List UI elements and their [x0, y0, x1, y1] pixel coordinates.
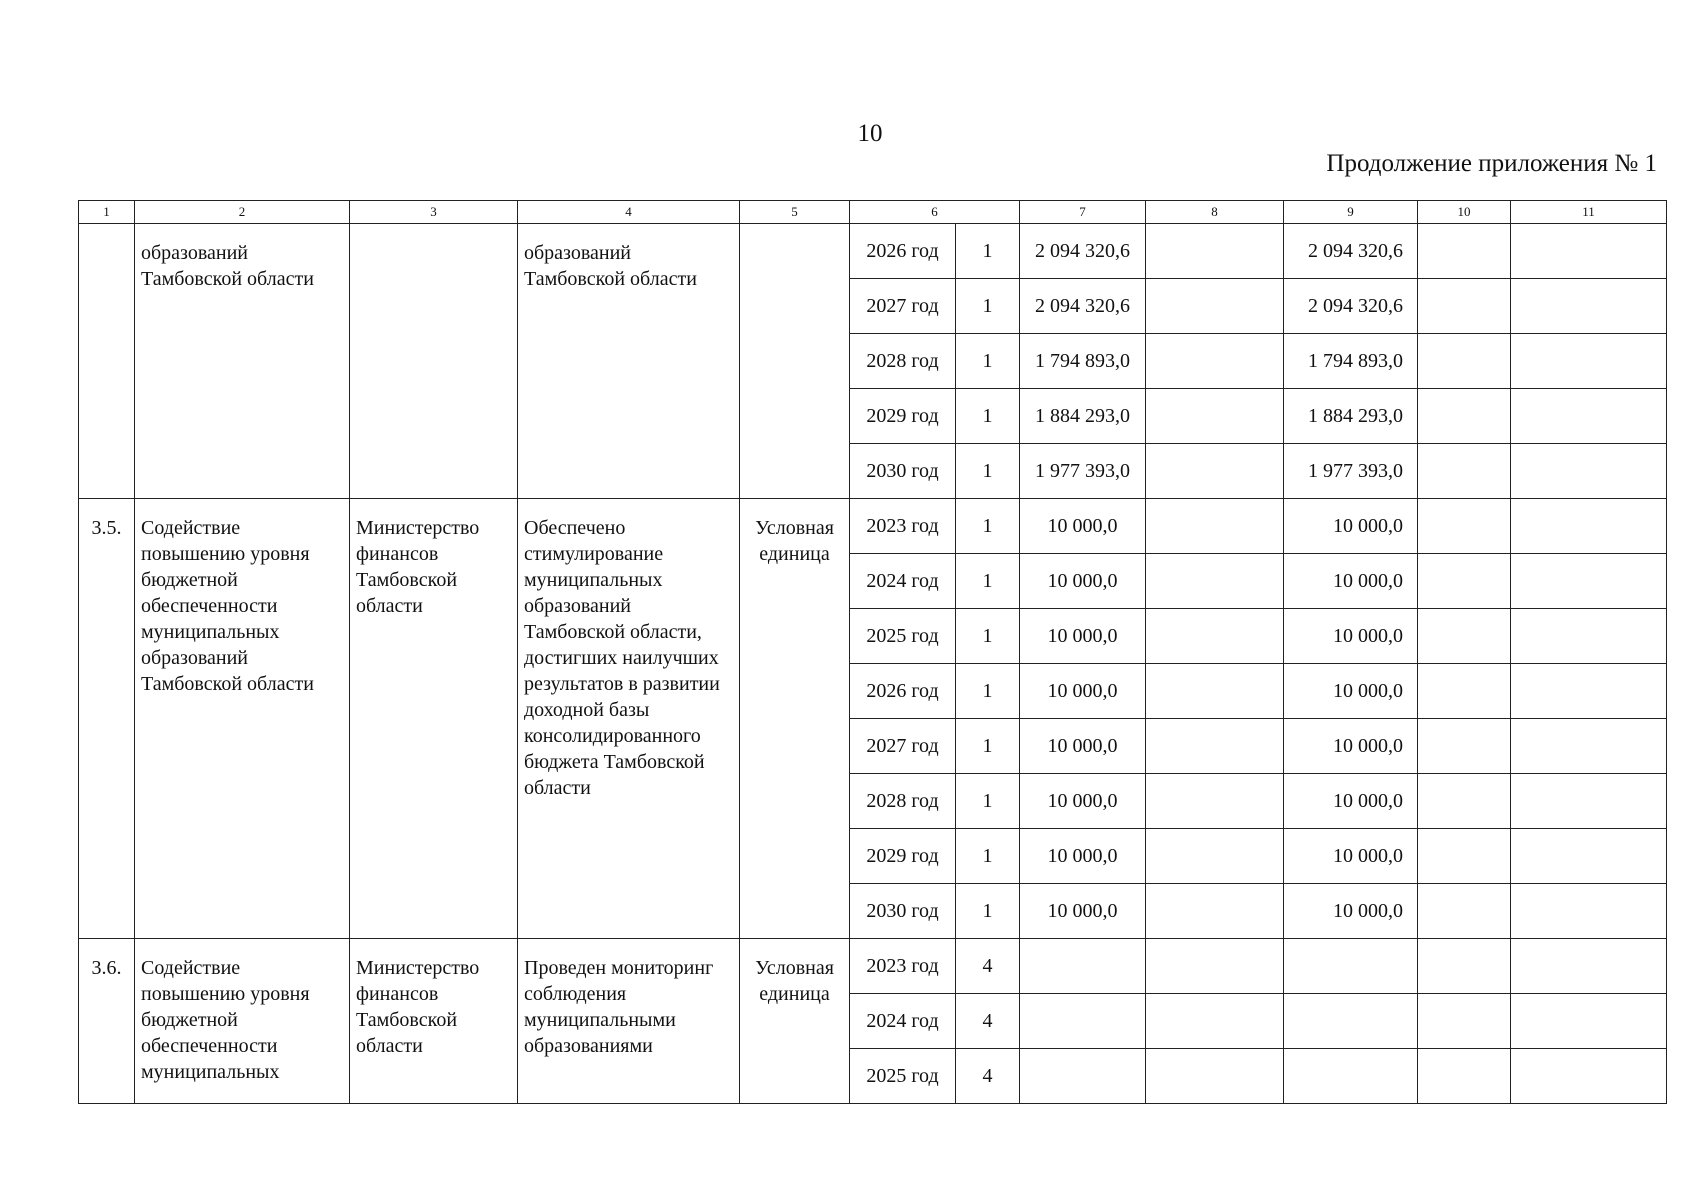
amount-col8 — [1146, 884, 1284, 939]
count-cell: 1 — [956, 224, 1020, 279]
item-executor: Министерство финансов Тамбовской области — [350, 499, 518, 939]
amount-col7: 10 000,0 — [1020, 829, 1146, 884]
amount-col7: 10 000,0 — [1020, 664, 1146, 719]
amount-col11 — [1511, 939, 1667, 994]
count-cell: 1 — [956, 444, 1020, 499]
item-name: Содействие повышению уровня бюджетной обеспеченности муниципальных образований Тамбовской области — [135, 499, 350, 939]
item-result: Проведен мониторинг соблюдения муниципальными образованиями — [518, 939, 740, 1104]
year-cell: 2026 год — [850, 224, 956, 279]
amount-col8 — [1146, 224, 1284, 279]
amount-col10 — [1418, 939, 1511, 994]
item-number: 3.6. — [79, 939, 135, 1104]
col-header-9: 9 — [1284, 201, 1418, 224]
amount-col9: 1 794 893,0 — [1284, 334, 1418, 389]
col-header-10: 10 — [1418, 201, 1511, 224]
col-header-5: 5 — [740, 201, 850, 224]
amount-col7: 2 094 320,6 — [1020, 224, 1146, 279]
amount-col9 — [1284, 1049, 1418, 1104]
item-number: 3.5. — [79, 499, 135, 939]
amount-col8 — [1146, 829, 1284, 884]
amount-col11 — [1511, 279, 1667, 334]
col-header-6: 6 — [850, 201, 1020, 224]
table-row — [79, 499, 1667, 554]
amount-col8 — [1146, 444, 1284, 499]
amount-col10 — [1418, 554, 1511, 609]
amount-col9 — [1284, 994, 1418, 1049]
year-cell: 2024 год — [850, 994, 956, 1049]
item-executor: Министерство финансов Тамбовской области — [350, 939, 518, 1104]
amount-col8 — [1146, 994, 1284, 1049]
year-cell: 2023 год — [850, 939, 956, 994]
amount-col9 — [1284, 939, 1418, 994]
amount-col10 — [1418, 719, 1511, 774]
amount-col10 — [1418, 224, 1511, 279]
count-cell: 1 — [956, 554, 1020, 609]
count-cell: 1 — [956, 884, 1020, 939]
count-cell: 4 — [956, 994, 1020, 1049]
amount-col8 — [1146, 609, 1284, 664]
amount-col7: 10 000,0 — [1020, 884, 1146, 939]
item-unit: Условная единица — [740, 939, 850, 1104]
amount-col11 — [1511, 829, 1667, 884]
count-cell: 1 — [956, 664, 1020, 719]
item-number — [79, 224, 135, 499]
year-cell: 2029 год — [850, 389, 956, 444]
amount-col7: 1 794 893,0 — [1020, 334, 1146, 389]
amount-col10 — [1418, 334, 1511, 389]
amount-col8 — [1146, 939, 1284, 994]
amount-col7 — [1020, 939, 1146, 994]
amount-col10 — [1418, 444, 1511, 499]
amount-col9: 1 977 393,0 — [1284, 444, 1418, 499]
year-cell: 2027 год — [850, 279, 956, 334]
amount-col9: 10 000,0 — [1284, 554, 1418, 609]
amount-col7 — [1020, 994, 1146, 1049]
amount-col11 — [1511, 884, 1667, 939]
count-cell: 1 — [956, 609, 1020, 664]
item-name: Содействие повышению уровня бюджетной обеспеченности муниципальных — [135, 939, 350, 1104]
amount-col8 — [1146, 719, 1284, 774]
amount-col11 — [1511, 994, 1667, 1049]
amount-col7: 10 000,0 — [1020, 719, 1146, 774]
col-header-1: 1 — [79, 201, 135, 224]
amount-col10 — [1418, 389, 1511, 444]
year-cell: 2024 год — [850, 554, 956, 609]
amount-col9: 1 884 293,0 — [1284, 389, 1418, 444]
amount-col11 — [1511, 389, 1667, 444]
amount-col11 — [1511, 444, 1667, 499]
year-cell: 2027 год — [850, 719, 956, 774]
amount-col9: 10 000,0 — [1284, 774, 1418, 829]
col-header-11: 11 — [1511, 201, 1667, 224]
amount-col8 — [1146, 554, 1284, 609]
amount-col11 — [1511, 554, 1667, 609]
amount-col9: 10 000,0 — [1284, 499, 1418, 554]
amount-col7: 10 000,0 — [1020, 554, 1146, 609]
amount-col7: 10 000,0 — [1020, 499, 1146, 554]
col-header-8: 8 — [1146, 201, 1284, 224]
amount-col11 — [1511, 1049, 1667, 1104]
amount-col7: 1 977 393,0 — [1020, 444, 1146, 499]
col-header-7: 7 — [1020, 201, 1146, 224]
amount-col8 — [1146, 389, 1284, 444]
amount-col10 — [1418, 609, 1511, 664]
amount-col8 — [1146, 499, 1284, 554]
amount-col9: 10 000,0 — [1284, 884, 1418, 939]
amount-col8 — [1146, 774, 1284, 829]
column-number-row — [79, 201, 1667, 224]
count-cell: 1 — [956, 719, 1020, 774]
year-cell: 2023 год — [850, 499, 956, 554]
year-cell: 2029 год — [850, 829, 956, 884]
amount-col9: 10 000,0 — [1284, 719, 1418, 774]
table-row — [79, 939, 1667, 994]
amount-col10 — [1418, 1049, 1511, 1104]
amount-col9: 2 094 320,6 — [1284, 224, 1418, 279]
item-result: образований Тамбовской области — [518, 224, 740, 499]
amount-col11 — [1511, 664, 1667, 719]
amount-col11 — [1511, 774, 1667, 829]
item-unit — [740, 224, 850, 499]
year-cell: 2025 год — [850, 1049, 956, 1104]
amount-col7 — [1020, 1049, 1146, 1104]
col-header-4: 4 — [518, 201, 740, 224]
year-cell: 2028 год — [850, 334, 956, 389]
appendix-table — [78, 200, 1667, 1104]
count-cell: 1 — [956, 829, 1020, 884]
amount-col10 — [1418, 279, 1511, 334]
amount-col10 — [1418, 994, 1511, 1049]
year-cell: 2030 год — [850, 884, 956, 939]
count-cell: 1 — [956, 499, 1020, 554]
count-cell: 1 — [956, 389, 1020, 444]
appendix-caption: Продолжение приложения № 1 — [1326, 150, 1657, 177]
item-unit: Условная единица — [740, 499, 850, 939]
amount-col7: 1 884 293,0 — [1020, 389, 1146, 444]
amount-col9: 10 000,0 — [1284, 829, 1418, 884]
amount-col11 — [1511, 719, 1667, 774]
year-cell: 2028 год — [850, 774, 956, 829]
col-header-2: 2 — [135, 201, 350, 224]
amount-col10 — [1418, 664, 1511, 719]
item-executor — [350, 224, 518, 499]
amount-col10 — [1418, 774, 1511, 829]
year-cell: 2026 год — [850, 664, 956, 719]
amount-col9: 10 000,0 — [1284, 609, 1418, 664]
count-cell: 4 — [956, 1049, 1020, 1104]
count-cell: 1 — [956, 774, 1020, 829]
year-cell: 2030 год — [850, 444, 956, 499]
amount-col11 — [1511, 334, 1667, 389]
amount-col9: 2 094 320,6 — [1284, 279, 1418, 334]
count-cell: 1 — [956, 279, 1020, 334]
year-cell: 2025 год — [850, 609, 956, 664]
amount-col8 — [1146, 1049, 1284, 1104]
count-cell: 4 — [956, 939, 1020, 994]
col-header-3: 3 — [350, 201, 518, 224]
amount-col8 — [1146, 334, 1284, 389]
amount-col11 — [1511, 499, 1667, 554]
page-number: 10 — [857, 120, 883, 147]
amount-col9: 10 000,0 — [1284, 664, 1418, 719]
amount-col11 — [1511, 609, 1667, 664]
item-result: Обеспечено стимулирование муниципальных образований Тамбовской области, достигших наилучших результатов в развитии доходной базы консолидированного бюджета Тамбовской области — [518, 499, 740, 939]
amount-col11 — [1511, 224, 1667, 279]
amount-col7: 10 000,0 — [1020, 774, 1146, 829]
amount-col10 — [1418, 829, 1511, 884]
table-row — [79, 224, 1667, 279]
count-cell: 1 — [956, 334, 1020, 389]
item-name: образований Тамбовской области — [135, 224, 350, 499]
amount-col7: 10 000,0 — [1020, 609, 1146, 664]
amount-col10 — [1418, 499, 1511, 554]
amount-col8 — [1146, 664, 1284, 719]
amount-col10 — [1418, 884, 1511, 939]
amount-col8 — [1146, 279, 1284, 334]
amount-col7: 2 094 320,6 — [1020, 279, 1146, 334]
